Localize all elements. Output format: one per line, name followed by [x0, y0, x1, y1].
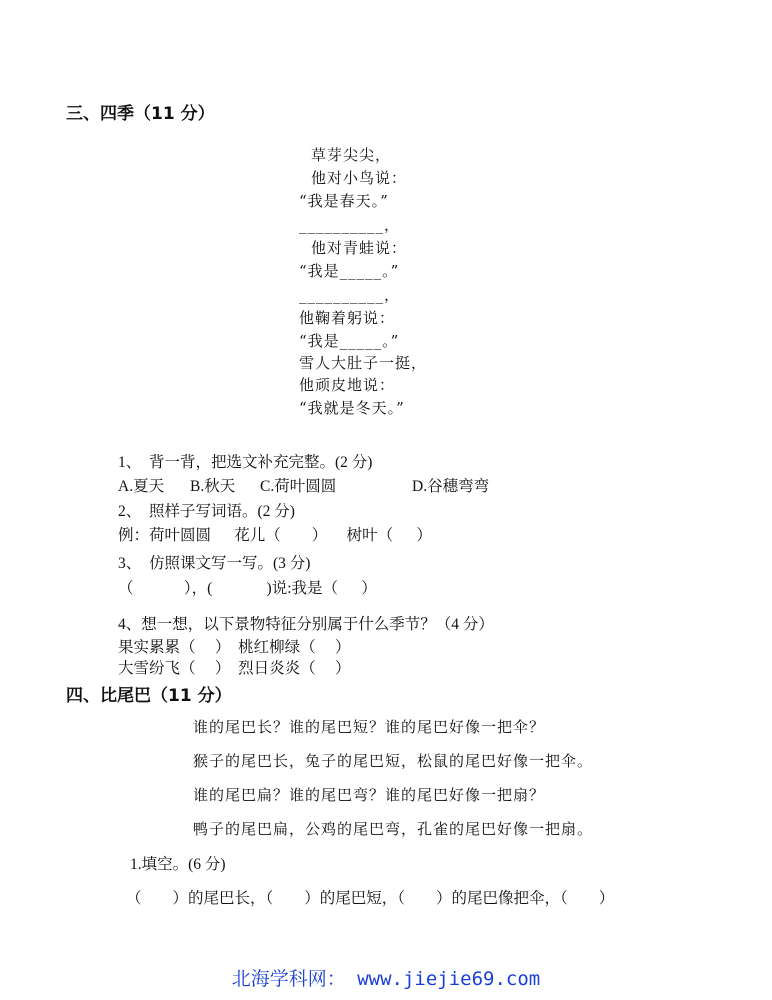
poem-line: “我就是冬天。”: [299, 399, 405, 417]
question-2: 2、 照样子写词语。(2 分): [118, 503, 295, 520]
poem-line: 他顽皮地说：: [299, 376, 396, 394]
question-4-row: 果实累累（ ） 桃红柳绿（ ）: [118, 639, 351, 656]
poem-line: “我是_____。”: [299, 332, 400, 350]
poem-line: 草芽尖尖，: [311, 146, 392, 164]
question-4: 4、想一想，以下景物特征分别属于什么季节？（4 分）: [118, 616, 494, 633]
poem-blank-line: __________，: [299, 216, 401, 234]
poem-line: 他对小鸟说：: [311, 169, 408, 187]
poem-blank-line: __________，: [299, 286, 401, 304]
option-b: B.秋天: [190, 478, 236, 495]
section-4-fill-blanks: （ ）的尾巴长，（ ）的尾巴短，（ ）的尾巴像把伞，（ ）: [126, 890, 615, 907]
section-4-title: 四、比尾巴（11 分）: [66, 686, 232, 706]
poem-line: 他鞠着躬说：: [299, 309, 396, 327]
passage-line: 谁的尾巴扁？谁的尾巴弯？谁的尾巴好像一把扇？: [193, 786, 546, 804]
footer-watermark: 北海学科网： www.jiejie69.com: [231, 968, 541, 990]
option-a: A.夏天: [118, 478, 165, 495]
question-2-example: 例：荷叶圆圆 花儿（ ） 树叶（ ）: [118, 527, 432, 544]
section-3-title: 三、四季（11 分）: [66, 104, 215, 124]
poem-line: “我是_____。”: [299, 262, 400, 280]
question-3: 3、 仿照课文写一写。(3 分): [118, 555, 311, 572]
option-c: C.荷叶圆圆: [260, 478, 337, 495]
poem-line: 雪人大肚子一挺，: [299, 354, 428, 372]
passage-line: 谁的尾巴长？谁的尾巴短？谁的尾巴好像一把伞？: [193, 718, 546, 736]
question-4-row: 大雪纷飞（ ） 烈日炎炎（ ）: [118, 660, 351, 677]
poem-line: 他对青蛙说：: [311, 239, 408, 257]
option-d: D.谷穗弯弯: [412, 478, 490, 495]
question-1: 1、 背一背，把选文补充完整。(2 分): [118, 454, 373, 471]
passage-line: 鸭子的尾巴扁，公鸡的尾巴弯，孔雀的尾巴好像一把扇。: [193, 820, 594, 838]
passage-line: 猴子的尾巴长，兔子的尾巴短，松鼠的尾巴好像一把伞。: [193, 752, 594, 770]
poem-line: “我是春天。”: [299, 192, 389, 210]
question-3-blanks: （ ），( )说:我是（ ）: [118, 580, 377, 597]
section-4-question-1: 1.填空。(6 分): [130, 856, 226, 873]
